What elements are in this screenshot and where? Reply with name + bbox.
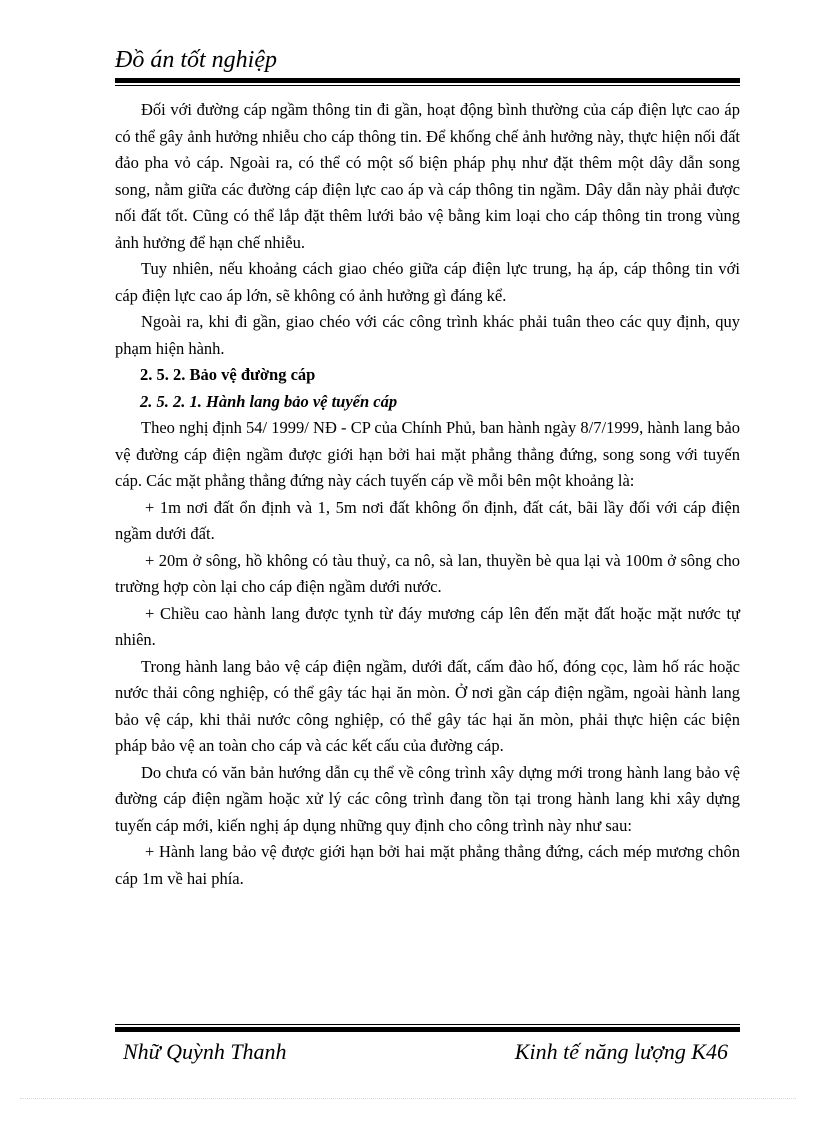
paragraph-other-works: Ngoài ra, khi đi gần, giao chéo với các công trình khác phải tuân theo các quy định, quy phạm hiện hành. bbox=[115, 312, 740, 358]
page-header bbox=[115, 44, 740, 86]
document-body bbox=[115, 97, 740, 892]
footer-course: Kinh tế năng lượng K46 bbox=[514, 1039, 728, 1064]
header-rule-thin bbox=[115, 85, 740, 86]
footer-row bbox=[115, 1038, 740, 1066]
section-heading: 2. 5. 2. Bảo vệ đường cáp bbox=[140, 365, 316, 384]
header-rule-thick bbox=[115, 78, 740, 83]
paragraph-prohibitions: Trong hành lang bảo vệ cáp điện ngầm, dưới đất, cấm đào hố, đóng cọc, làm hố rác hoặc nước thải công nghiệp, có thể gây tác hại ăn mòn. Ở nơi gần cáp điện ngầm, ngoài hành lang bảo vệ cáp, khi thải nước công nghiệp, có thể gây tác hại ăn mòn, phải thực hiện các biện pháp bảo vệ an toàn cho cáp và các kết cấu của đường cáp. bbox=[115, 656, 740, 755]
header-title: Đồ án tốt nghiệp bbox=[115, 47, 277, 73]
footer-author: Nhữ Quỳnh Thanh bbox=[123, 1039, 287, 1064]
paragraph-interference: Đối với đường cáp ngầm thông tin đi gần, hoạt động bình thường của cáp điện lực cao áp có thể gây ảnh hưởng nhiễu cho cáp thông tin. Để khống chế ảnh hưởng này, thực hiện nối đất đảo pha vỏ cáp. Ngoài ra, có thể có một số biện pháp phụ như đặt thêm một dây dẫn song song, nằm giữa các đường cáp điện lực cao áp và cáp thông tin ngầm. Dây dẫn này phải được nối đất tốt. Cũng có thể lắp đặt thêm lưới bảo vệ bằng kim loại cho cáp thông tin trong vùng ảnh hưởng để hạn chế nhiễu. bbox=[115, 100, 740, 252]
footer-rule-thin bbox=[115, 1024, 740, 1025]
paragraph-crossing-distance: Tuy nhiên, nếu khoảng cách giao chéo giữa cáp điện lực trung, hạ áp, cáp thông tin với cáp điện lực cao áp lớn, sẽ không có ảnh hưởng gì đáng kể. bbox=[115, 259, 740, 305]
list-item-height: + Chiều cao hành lang được tỵnh từ đáy mương cáp lên đến mặt đất hoặc mặt nước tự nhiên. bbox=[115, 603, 740, 649]
list-item-corridor: + Hành lang bảo vệ được giới hạn bởi hai mặt phẳng thẳng đứng, cách mép mương chôn cáp 1m về hai phía. bbox=[115, 842, 740, 888]
list-item-land: + 1m nơi đất ổn định và 1, 5m nơi đất không ổn định, đất cát, bãi lầy đối với cáp điện ngầm dưới đất. bbox=[115, 497, 740, 543]
subsection-heading: 2. 5. 2. 1. Hành lang bảo vệ tuyến cáp bbox=[140, 391, 398, 411]
paragraph-recommendation: Do chưa có văn bản hướng dẫn cụ thể về công trình xây dựng mới trong hành lang bảo vệ đường cáp điện ngầm hoặc xử lý các công trình đang tồn tại trong hành lang khi xây dựng tuyến cáp mới, kiến nghị áp dụng những quy định cho công trình này như sau: bbox=[115, 762, 740, 835]
paragraph-decree: Theo nghị định 54/ 1999/ NĐ - CP của Chính Phủ, ban hành ngày 8/7/1999, hành lang bảo vệ đường cáp điện ngầm được giới hạn bởi hai mặt phẳng thẳng đứng, song song với tuyến cáp. Các mặt phẳng thẳng đứng này cách tuyến cáp về mỗi bên một khoảng là: bbox=[115, 418, 740, 490]
list-item-water: + 20m ở sông, hồ không có tàu thuỷ, ca nô, sà lan, thuyền bè qua lại và 100m ở sông cho trường hợp còn lại cho cáp điện ngầm dưới nước. bbox=[115, 550, 740, 596]
footer-rule-thick bbox=[115, 1027, 740, 1032]
page-footer bbox=[115, 1024, 740, 1066]
page-boundary bbox=[20, 1098, 796, 1099]
